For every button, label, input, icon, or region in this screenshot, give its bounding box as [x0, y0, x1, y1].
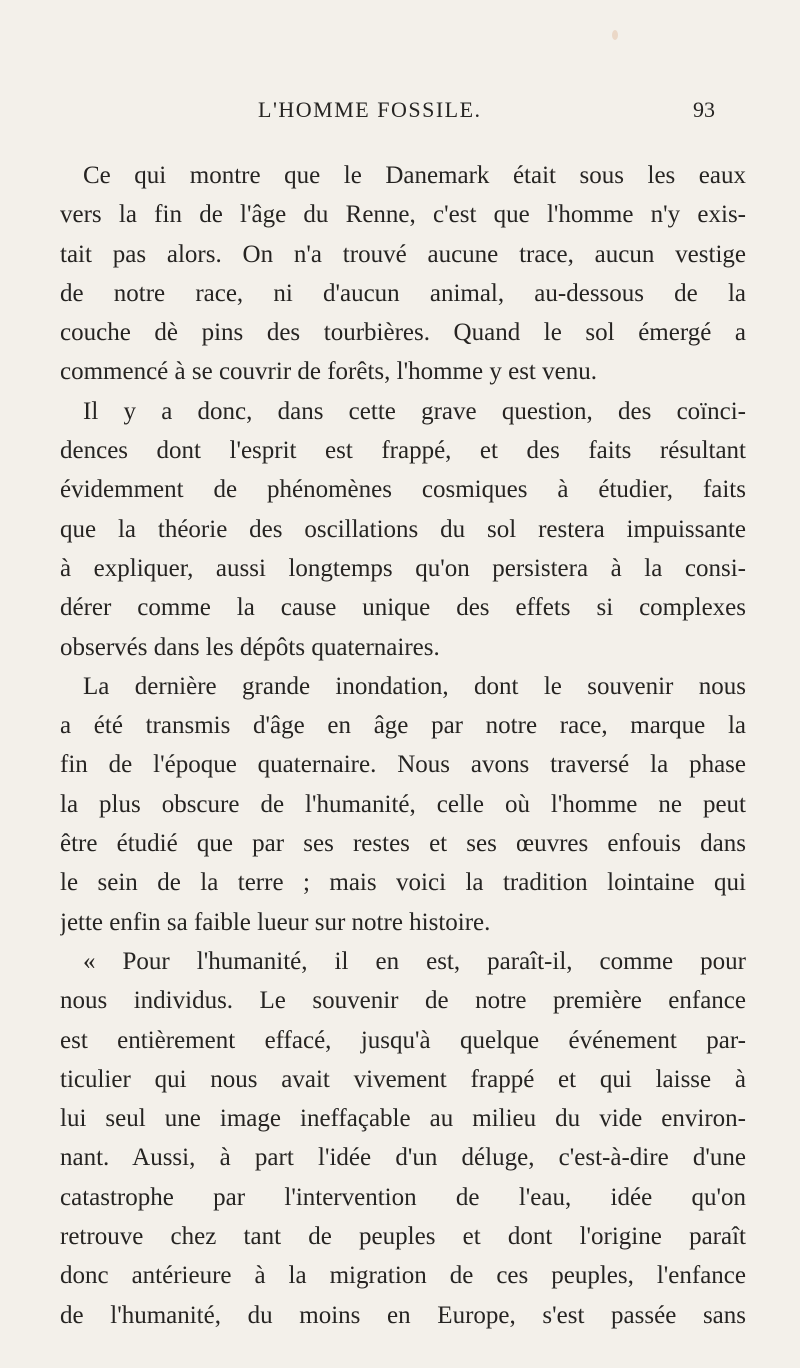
text-line: dences dont l'esprit est frappé, et des faits résultant	[60, 437, 746, 465]
text-line: retrouve chez tant de peuples et dont l'origine paraît	[60, 1223, 746, 1251]
text-line: de l'humanité, du moins en Europe, s'est passée sans	[60, 1301, 746, 1329]
text-line: que la théorie des oscillations du sol restera impuissante	[60, 515, 746, 543]
text-line: commencé à se couvrir de forêts, l'homme y est venu.	[60, 358, 597, 386]
text-line: à expliquer, aussi longtemps qu'on persistera à la consi-	[60, 554, 746, 582]
text-line: évidemment de phénomènes cosmiques à étudier, faits	[60, 476, 746, 504]
text-line: couche dè pins des tourbières. Quand le sol émergé a	[60, 319, 746, 347]
running-title: L'HOMME FOSSILE.	[258, 97, 482, 122]
text-line: tait pas alors. On n'a trouvé aucune trace, aucun vestige	[60, 240, 746, 268]
text-line: lui seul une image ineffaçable au milieu du vide environ-	[60, 1105, 746, 1133]
paper-stain	[612, 30, 618, 40]
text-line: jette enfin sa faible lueur sur notre histoire.	[60, 908, 491, 936]
text-line: être étudié que par ses restes et ses œuvres enfouis dans	[60, 830, 746, 858]
text-line: nant. Aussi, à part l'idée d'un déluge, c'est-à-dire d'une	[60, 1144, 746, 1172]
text-line: vers la fin de l'âge du Renne, c'est que l'homme n'y exis-	[60, 201, 746, 229]
text-line: la plus obscure de l'humanité, celle où l'homme ne peut	[60, 790, 746, 818]
text-line: « Pour l'humanité, il en est, paraît-il, comme pour	[83, 947, 746, 975]
running-head	[0, 90, 800, 130]
text-line: fin de l'époque quaternaire. Nous avons traversé la phase	[60, 751, 746, 779]
text-line: ticulier qui nous avait vivement frappé et qui laisse à	[60, 1065, 746, 1093]
text-line: catastrophe par l'intervention de l'eau, idée qu'on	[60, 1183, 746, 1211]
text-line: de notre race, ni d'aucun animal, au-dessous de la	[60, 279, 746, 307]
text-line: dérer comme la cause unique des effets si complexes	[60, 594, 746, 622]
text-line: est entièrement effacé, jusqu'à quelque événement par-	[60, 1026, 746, 1054]
text-line: donc antérieure à la migration de ces peuples, l'enfance	[60, 1262, 746, 1290]
text-line: Il y a donc, dans cette grave question, des coïnci-	[83, 397, 746, 425]
text-line: observés dans les dépôts quaternaires.	[60, 633, 440, 661]
text-line: nous individus. Le souvenir de notre première enfance	[60, 987, 746, 1015]
text-line: le sein de la terre ; mais voici la tradition lointaine qui	[60, 869, 746, 897]
page-number: 93	[693, 97, 715, 122]
text-line: a été transmis d'âge en âge par notre race, marque la	[60, 712, 746, 740]
text-line: Ce qui montre que le Danemark était sous les eaux	[83, 162, 746, 189]
text-line: La dernière grande inondation, dont le souvenir nous	[83, 672, 746, 700]
body-text	[60, 156, 746, 1335]
